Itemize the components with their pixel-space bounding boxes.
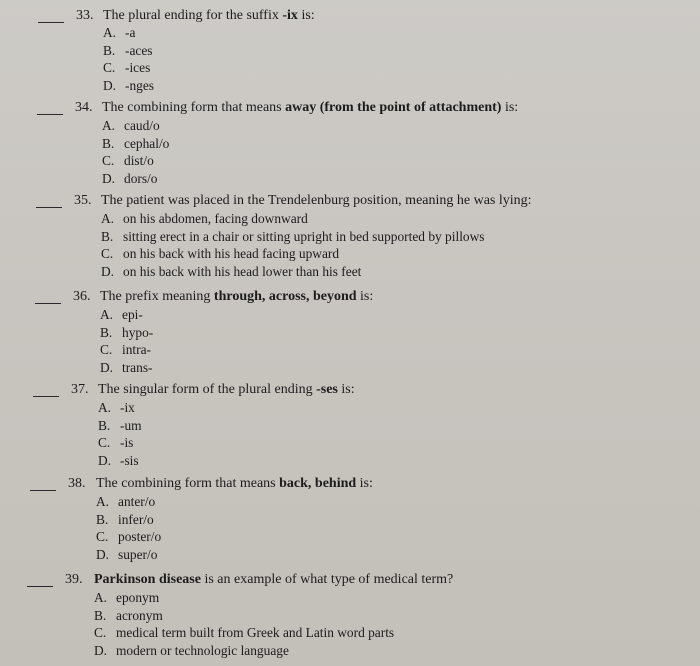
- option-d: D. -sis: [98, 452, 139, 468]
- question-stem: The prefix meaning through, across, beyond is:: [100, 289, 374, 304]
- bold-term: through, across, beyond: [213, 289, 357, 304]
- option-a: A. on his abdomen, facing downward: [101, 211, 308, 226]
- question-number: 37.: [71, 382, 89, 397]
- question-stem: The patient was placed in the Trendelenburg position, meaning he was lying:: [101, 193, 532, 208]
- option-a: A. epi-: [100, 307, 143, 322]
- answer-blank: [37, 114, 63, 115]
- answer-blank: [33, 396, 59, 397]
- bold-term: Parkinson disease: [94, 572, 201, 587]
- answer-blank: [30, 490, 56, 491]
- question-stem: Parkinson disease is an example of what type of medical term?: [94, 572, 454, 587]
- bold-term: -ses: [316, 382, 338, 397]
- options-list: [103, 24, 154, 94]
- option-d: D. on his back with his head lower than his feet: [101, 263, 362, 279]
- option-b: B. hypo-: [100, 324, 154, 340]
- options-list: [100, 306, 153, 376]
- option-c: C. on his back with his head facing upward: [101, 246, 340, 262]
- option-c: C. intra-: [100, 342, 151, 358]
- question-number: 38.: [68, 476, 86, 491]
- option-d: D. super/o: [96, 546, 158, 562]
- bold-term: -ix: [282, 8, 298, 23]
- options-list: [94, 589, 394, 659]
- question-number: 36.: [73, 289, 91, 304]
- bold-term: back, behind: [279, 476, 357, 491]
- option-c: C. dist/o: [102, 153, 154, 169]
- option-d: D. modern or technologic language: [94, 642, 289, 658]
- option-a: A. eponym: [94, 590, 160, 605]
- answer-blank: [36, 207, 62, 208]
- option-c: C. poster/o: [96, 529, 162, 545]
- bold-term: away (from the point of attachment): [285, 100, 502, 115]
- option-b: B. infer/o: [96, 511, 154, 527]
- option-b: B. -um: [98, 417, 142, 433]
- option-c: C. medical term built from Greek and Latin word parts: [94, 625, 395, 641]
- option-c: C. -ices: [103, 60, 151, 76]
- options-list: [102, 117, 169, 187]
- option-b: B. acronym: [94, 607, 163, 623]
- option-a: A. caud/o: [102, 118, 160, 133]
- option-a: A. -a: [103, 25, 136, 40]
- question-stem: The plural ending for the suffix -ix is:: [103, 8, 315, 23]
- option-b: B. sitting erect in a chair or sitting upright in bed supported by pillows: [101, 228, 485, 244]
- options-list: [96, 493, 161, 563]
- option-c: C. -is: [98, 435, 134, 451]
- question-stem: The combining form that means back, behind is:: [96, 476, 373, 491]
- option-a: A. anter/o: [96, 494, 156, 509]
- options-list: [98, 399, 142, 469]
- option-d: D. trans-: [100, 359, 153, 375]
- option-d: D. dors/o: [102, 170, 158, 186]
- question-number: 33.: [76, 8, 94, 23]
- question-stem: The singular form of the plural ending -ses is:: [98, 382, 355, 397]
- answer-blank: [27, 586, 53, 587]
- question-number: 35.: [74, 193, 92, 208]
- answer-blank: [38, 22, 64, 23]
- options-list: [101, 210, 485, 280]
- option-b: B. -aces: [103, 42, 153, 58]
- option-a: A. -ix: [98, 400, 135, 415]
- question-number: 39.: [65, 572, 83, 587]
- option-d: D. -nges: [103, 77, 155, 93]
- option-b: B. cephal/o: [102, 135, 170, 151]
- question-stem: The combining form that means away (from the point of attachment) is:: [102, 100, 519, 115]
- question-number: 34.: [75, 100, 93, 115]
- answer-blank: [35, 303, 61, 304]
